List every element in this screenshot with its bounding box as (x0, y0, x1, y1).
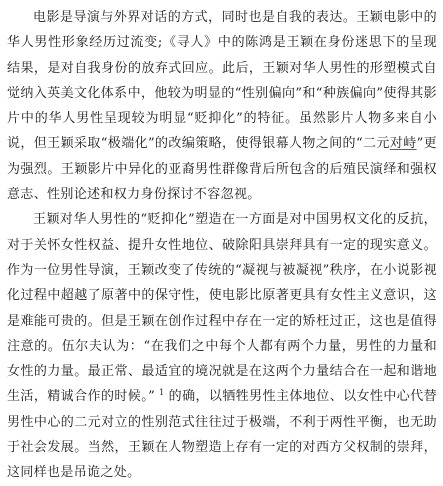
paragraph-1 (7, 5, 437, 207)
paragraph-1-text-b: ”更为强烈。王颖影片中异化的亚裔男性群像背后所包含的后殖民演绎和强权意志、性别论述和权力身份探讨不容忽视。 (7, 136, 437, 203)
paragraph-2-text-a: 王颖对华人男性的“贬抑化”塑造在一方面是对中国男权文化的反抗，对于关怀女性权益、提升女性地位、破除阳具崇拜具有一定的现实意义。作为一位男性导演，王颖改变了传统的“凝视与被凝视”秩序，在小说影视化过程中超越了原著中的保守性，使电影比原著更具有女性主义意识，这是难能可贵的。但是王颖在创作过程中存在一定的矫枉过正，这也是值得注意的。伍尔夫认为：“在我们之中每个人都有两个力量，男性的力量和女性的力量。最正常、最适宜的境况就是在这两个力量结合在一起和谐地生活，精诚合作的时候。” (7, 212, 437, 405)
paragraph-2-text-b: 的确，以牺牲男性主体地位、以女性中心代替男性中心的二元对立的性别范式往往过于极端，不利于两性平衡，也无助于社会发展。当然，王颖在人物塑造上存有一定的对西方父权制的崇拜，这同样也是吊诡之处。 (7, 389, 437, 481)
paragraph-2 (7, 207, 437, 485)
paragraph-1-text-a: 电影是导演与外界对话的方式，同时也是自我的表达。王颖电影中的华人男性形象经历过流变;《寻人》中的陈鸿是王颖在身份迷思下的呈现结果，是对自我身份的放弃式回应。此后，王颖对华人男性的形塑模式自觉纳入英美文化体系中，他较为明显的“性别偏向”和“种族偏向”使得其影片中的华人男性呈现较为明显“贬抑化”的特征。虽然影片人物多来自小说，但王颖采取“极端化”的改编策略，使得银幕人物之间的“二元 (7, 10, 437, 152)
footnote-marker: 1 (159, 388, 165, 398)
underlined-term: 对峙 (389, 136, 417, 152)
